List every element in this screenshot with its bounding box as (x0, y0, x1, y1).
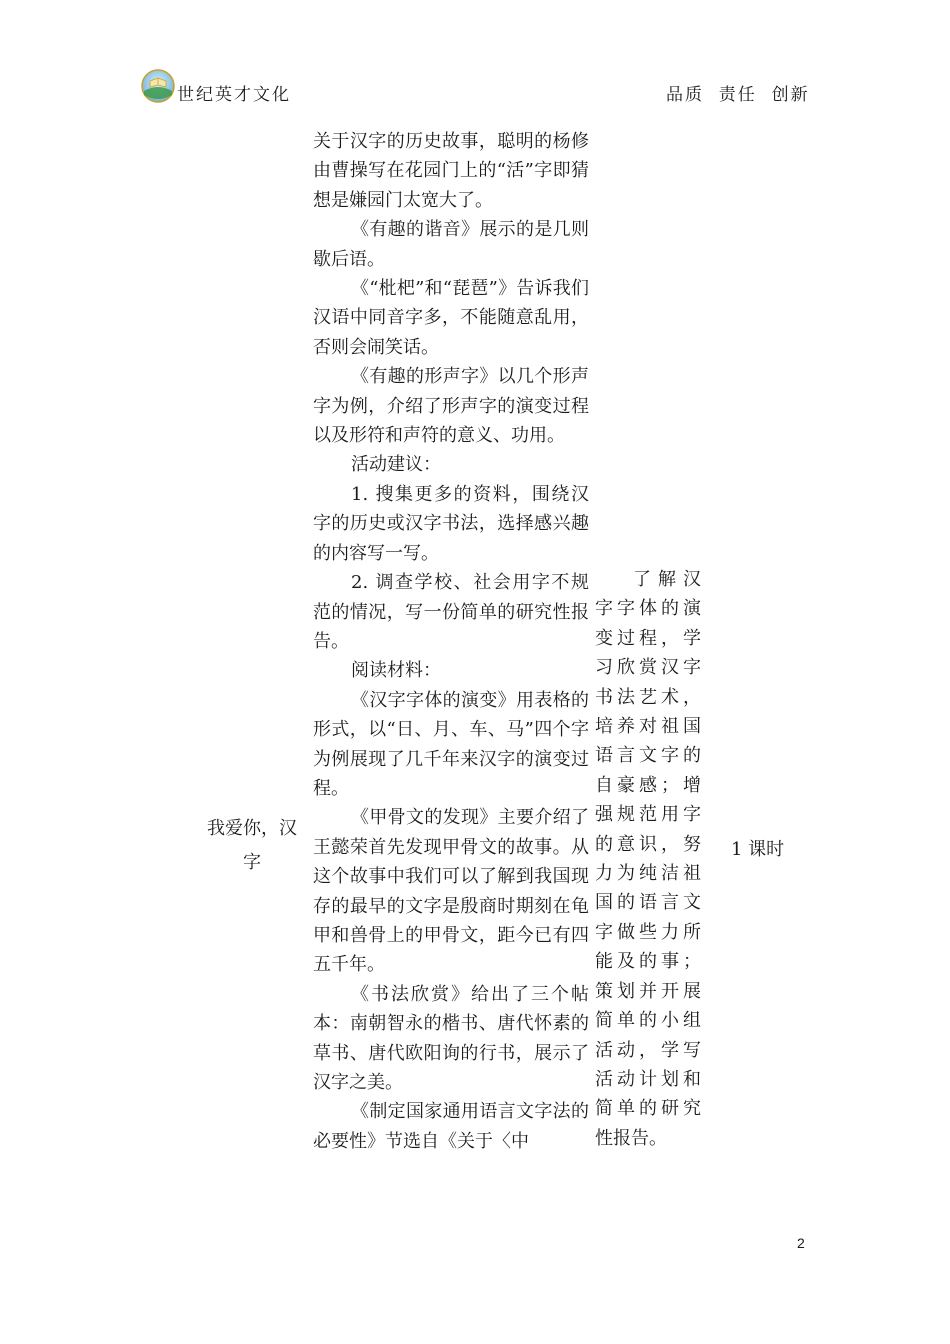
content-paragraph: 活动建议： (351, 454, 441, 476)
lesson-topic: 我爱你，汉字 (207, 818, 297, 873)
content-paragraph: 1. 搜集更多的资料，围绕汉字的历史或汉字书法，选择感兴趣的内容写一写。 (313, 483, 589, 564)
content-paragraph: 《有趣的形声字》以几个形声字为例，介绍了形声字的演变过程以及形符和声符的意义、功用。 (313, 366, 589, 447)
content-paragraph: 关于汉字的历史故事，聪明的杨修由曹操写在花园门上的“活”字即猜想是嫌园门太宽大了。 (313, 131, 589, 211)
content-paragraph: 阅读材料： (351, 660, 441, 682)
content-paragraph: 《“枇杷”和“琵琶”》告诉我们汉语中同音字多，不能随意乱用，否则会闹笑话。 (313, 278, 589, 358)
brand-name: 世纪英才文化 (177, 85, 291, 105)
lesson-hours: 1 课时 (731, 839, 785, 860)
content-column (313, 127, 589, 1156)
page-header (0, 0, 950, 120)
globe-book-logo-icon (141, 69, 175, 103)
page-number: 2 (797, 1235, 805, 1251)
lesson-goal: 了解汉字字体的演变过程，学习欣赏汉字书法艺术，培养对祖国语言文字的自豪感；增强规范用字的意识，努力为纯洁祖国的语言文字做些力所能及的事；策划并开展简单的小组活动，学写活动计划和简单的研究性报告。 (595, 569, 701, 1149)
content-paragraph: 《汉字字体的演变》用表格的形式，以“日、月、车、马”四个字为例展现了几千年来汉字的演变过程。 (313, 689, 589, 799)
content-paragraph: 2. 调查学校、社会用字不规范的情况，写一份简单的研究性报告。 (313, 572, 589, 652)
header-motto: 品质 责任 创新 (666, 85, 810, 105)
content-paragraph: 《制定国家通用语言文字法的必要性》节选自《关于〈中 (313, 1101, 589, 1152)
content-paragraph: 《甲骨文的发现》主要介绍了王懿荣首先发现甲骨文的故事。从这个故事中我们可以了解到我国现存的最早的文字是殷商时期刻在龟甲和兽骨上的甲骨文，距今已有四五千年。 (313, 807, 589, 976)
content-paragraph: 《有趣的谐音》展示的是几则歇后语。 (313, 219, 589, 270)
content-paragraph: 《书法欣赏》给出了三个帖本：南朝智永的楷书、唐代怀素的草书、唐代欧阳询的行书，展示了汉字之美。 (313, 983, 589, 1093)
